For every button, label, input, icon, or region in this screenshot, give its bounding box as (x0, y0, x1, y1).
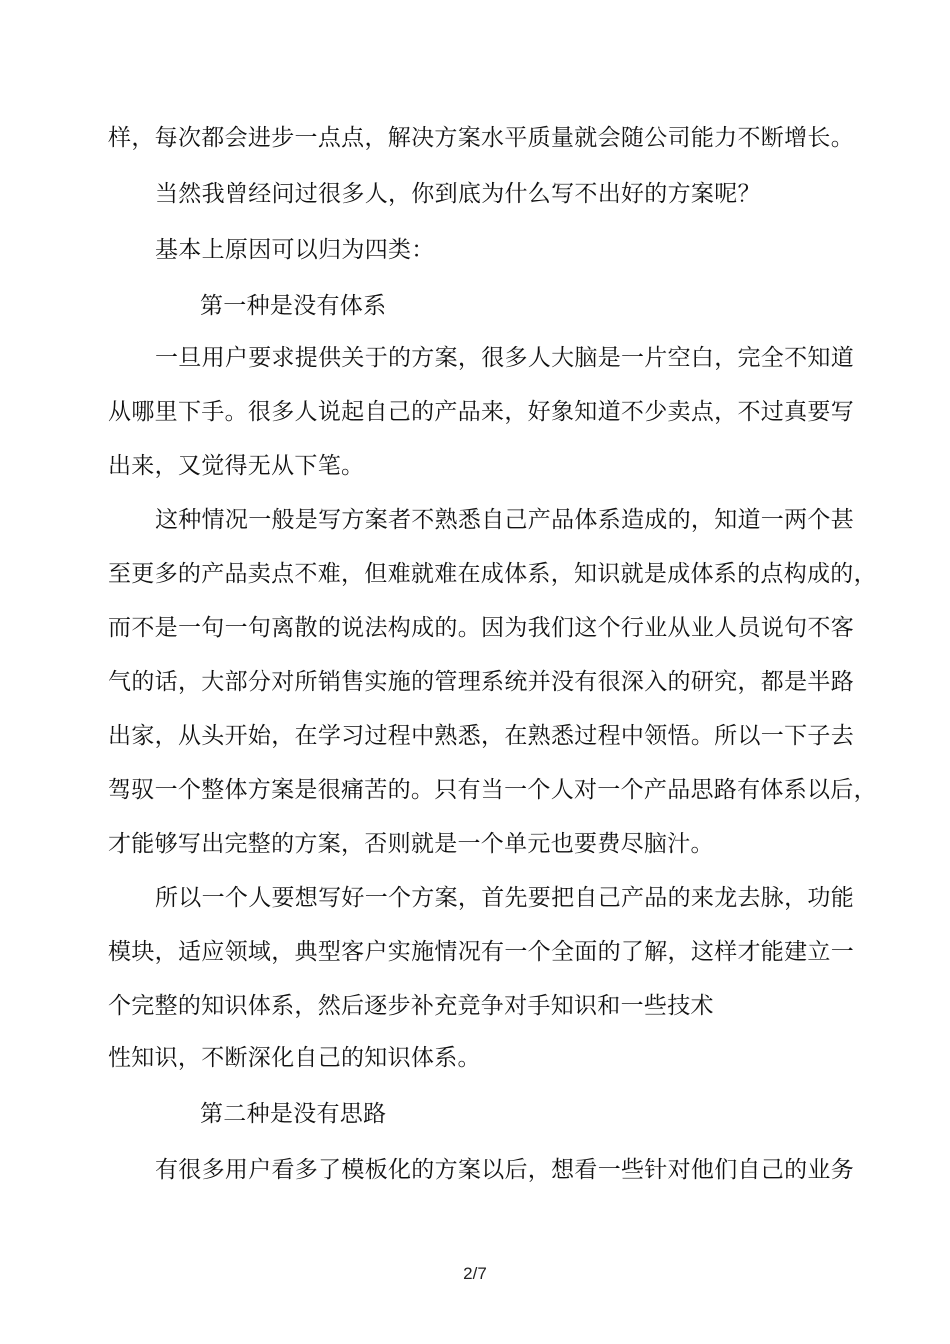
section-heading: 第二种是没有思路 (200, 1101, 387, 1127)
paragraph-line: 这种情况一般是写方案者不熟悉自己产品体系造成的，知道一两个甚 (155, 507, 854, 533)
paragraph-line: 从哪里下手。很多人说起自己的产品来，好象知道不少卖点，不过真要写 (108, 399, 854, 425)
page-number: 2/7 (463, 1264, 487, 1283)
paragraph-line: 驾驭一个整体方案是很痛苦的。只有当一个人对一个产品思路有体系以后， (108, 777, 877, 803)
paragraph-line: 才能够写出完整的方案，否则就是一个单元也要费尽脑汁。 (108, 831, 714, 857)
paragraph-line: 基本上原因可以归为四类： (155, 237, 435, 263)
paragraph-line: 当然我曾经问过很多人，你到底为什么写不出好的方案呢？ (155, 181, 761, 207)
paragraph-line: 有很多用户看多了模板化的方案以后，想看一些针对他们自己的业务 (155, 1157, 854, 1183)
paragraph-line: 所以一个人要想写好一个方案，首先要把自己产品的来龙去脉，功能 (155, 885, 854, 911)
paragraph-line: 性知识，不断深化自己的知识体系。 (108, 1045, 481, 1071)
paragraph-line: 出来，又觉得无从下笔。 (108, 453, 365, 479)
paragraph-line: 个完整的知识体系，然后逐步补充竞争对手知识和一些技术 (108, 993, 714, 1019)
paragraph-line: 模块，适应领域，典型客户实施情况有一个全面的了解，这样才能建立一 (108, 939, 854, 965)
paragraph-line: 出家，从头开始，在学习过程中熟悉，在熟悉过程中领悟。所以一下子去 (108, 723, 854, 749)
paragraph-line: 而不是一句一句离散的说法构成的。因为我们这个行业从业人员说句不客 (108, 615, 854, 641)
section-heading: 第一种是没有体系 (200, 293, 387, 319)
paragraph-line: 至更多的产品卖点不难，但难就难在成体系，知识就是成体系的点构成的， (108, 561, 877, 587)
paragraph-line: 样，每次都会进步一点点，解决方案水平质量就会随公司能力不断增长。 (108, 125, 854, 151)
paragraph-line: 气的话，大部分对所销售实施的管理系统并没有很深入的研究，都是半路 (108, 669, 854, 695)
paragraph-line: 一旦用户要求提供关于的方案，很多人大脑是一片空白，完全不知道 (155, 345, 854, 371)
